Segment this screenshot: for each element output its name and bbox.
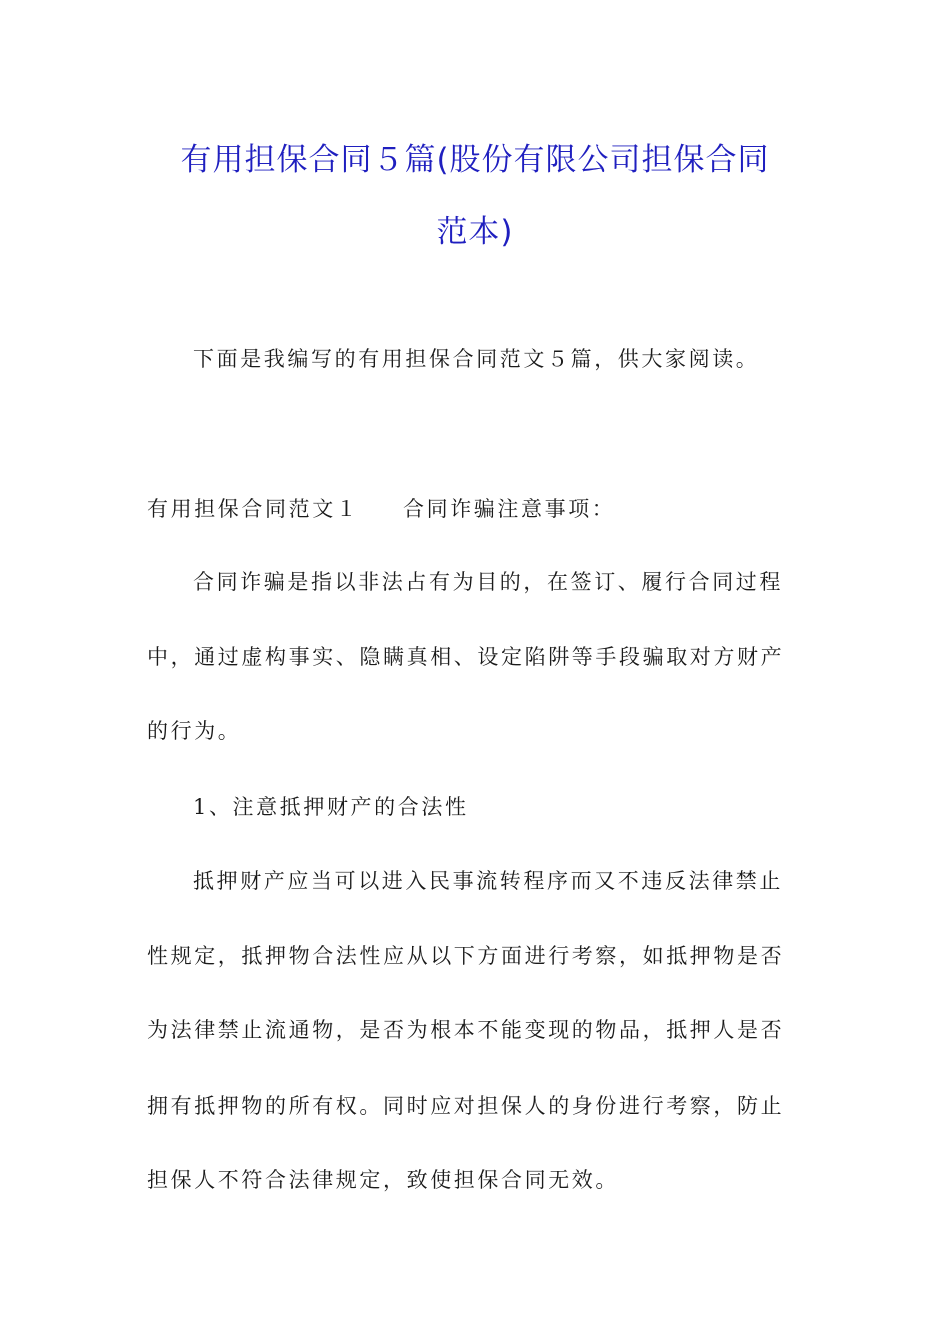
section-subheading: 合同诈骗注意事项： (403, 497, 616, 521)
paragraph-2-line-5: 担保人不符合法律规定，致使担保合同无效。 (147, 1168, 619, 1192)
paragraph-1-line-3: 的行为。 (147, 719, 242, 743)
point-1-heading: 1、注意抵押财产的合法性 (193, 795, 469, 819)
paragraph-2-line-4: 拥有抵押物的所有权。同时应对担保人的身份进行考察，防止 (147, 1094, 785, 1118)
paragraph-2-line-1: 抵押财产应当可以进入民事流转程序而又不违反法律禁止 (193, 869, 783, 893)
paragraph-2-line-3: 为法律禁止流通物，是否为根本不能变现的物品，抵押人是否 (147, 1018, 785, 1042)
document-title-line-1: 有用担保合同５篇(股份有限公司担保合同 (180, 142, 770, 178)
intro-paragraph: 下面是我编写的有用担保合同范文５篇，供大家阅读。 (193, 347, 760, 371)
section-heading: 有用担保合同范文１ (147, 497, 360, 521)
paragraph-1-line-2: 中，通过虚构事实、隐瞒真相、设定陷阱等手段骗取对方财产 (147, 645, 785, 669)
paragraph-1-line-1: 合同诈骗是指以非法占有为目的，在签订、履行合同过程 (193, 570, 783, 594)
paragraph-2-line-2: 性规定，抵押物合法性应从以下方面进行考察，如抵押物是否 (147, 944, 785, 968)
document-title-line-2: 范本) (436, 214, 514, 250)
